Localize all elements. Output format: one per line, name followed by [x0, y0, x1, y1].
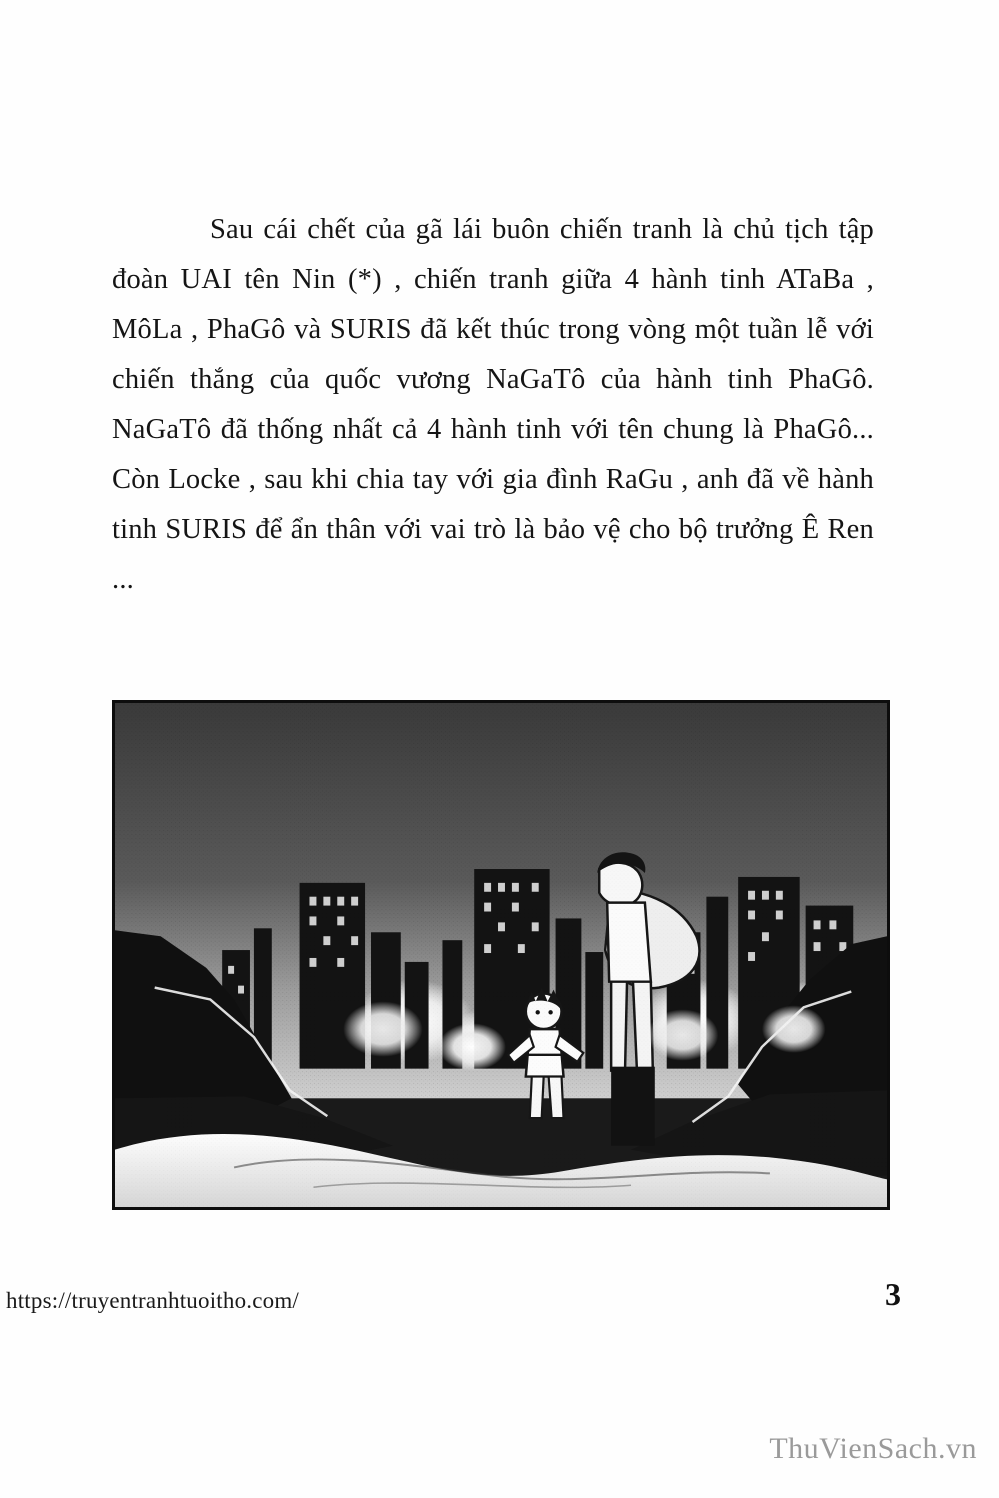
- comic-panel-artwork: [115, 703, 887, 1207]
- page-number: 3: [885, 1276, 901, 1312]
- site-url: https://truyentranhtuoitho.com/: [6, 1288, 300, 1313]
- body-paragraph: Sau cái chết của gã lái buôn chiến tranh là chủ tịch tập đoàn UAI tên Nin (*) , chiến tranh giữa 4 hành tinh ATaBa , MôLa , PhaGô và SURIS đã kết thúc trong vòng một tuần lễ với chiến thắng của quốc vương NaGaTô của hành tinh PhaGô. NaGaTô đã thống nhất cả 4 hành tinh với tên chung là PhaGô... Còn Locke , sau khi chia tay với gia đình RaGu , anh đã về hành tinh SURIS để ẩn thân với vai trò là bảo vệ cho bộ trưởng Ê Ren ...: [112, 214, 874, 595]
- comic-panel: [112, 700, 890, 1210]
- page-body-text: [112, 205, 874, 605]
- watermark: ThuVienSach.vn: [769, 1432, 977, 1465]
